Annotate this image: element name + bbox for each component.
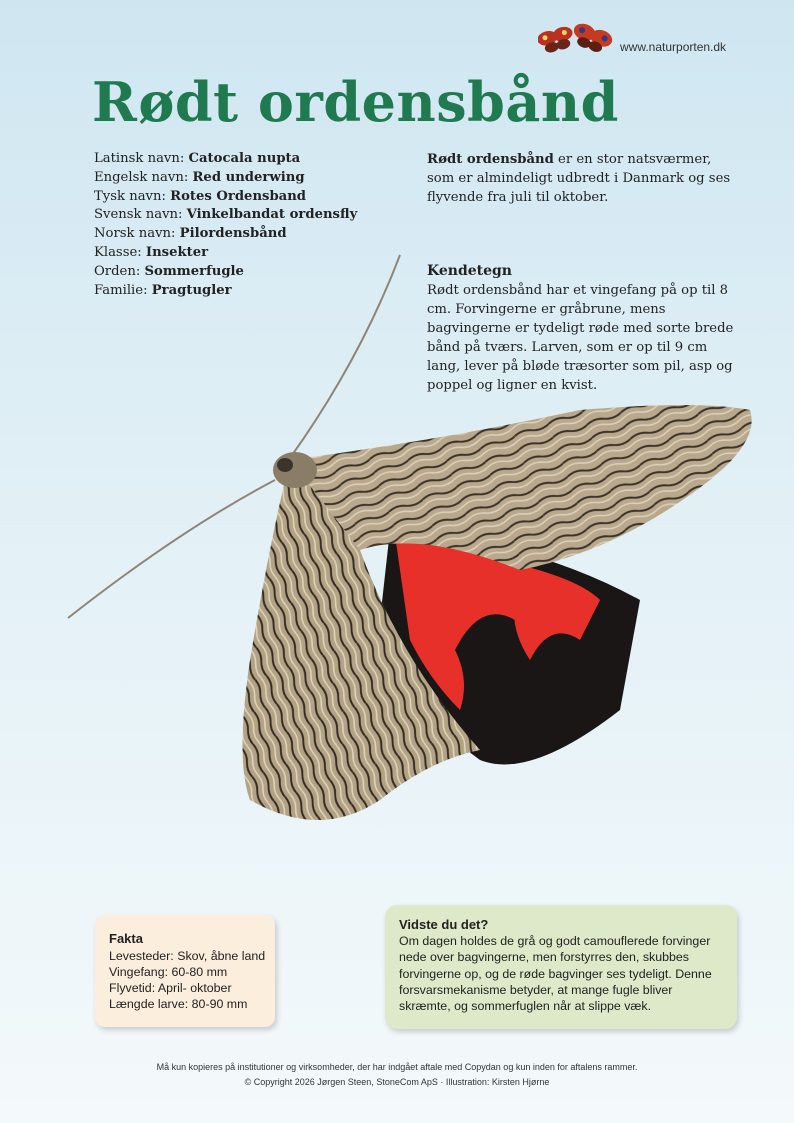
site-url[interactable]: www.naturporten.dk [620,40,727,54]
fakta-heading: Fakta [109,931,143,946]
kendetegn-heading: Kendetegn [427,263,512,279]
name-row: Norsk navn: Pilordensbånd [94,226,287,242]
page-title: Rødt ordensbånd [92,70,619,134]
vidste-heading: Vidste du det? [399,917,489,932]
name-row: Engelsk navn: Red underwing [94,169,305,185]
vidste-text: Om dagen holdes de grå og godt camouflerede forvinger nede over bagvingerne, men forstyrres den, skubbes forvingerne op, og de røde bagvinger ses tydeligt. Denne forsvarsmekanisme betyder, at mange fugle bliver skræmte, og sommerfuglen når at slippe væk. [399,934,712,1014]
butterflies-logo [538,22,618,58]
name-row: Familie: Pragtugler [94,282,232,298]
name-row: Latinsk navn: Catocala nupta [94,151,301,166]
fakta-line: Flyvetid: April- oktober [109,981,232,995]
footer-copyright: © Copyright 2026 Jørgen Steen, StoneCom ApS · Illustration: Kirsten Hjørne [244,1077,550,1087]
fakta-line: Vingefang: 60-80 mm [109,965,228,979]
moth-illustration [60,240,780,840]
fakta-line: Levesteder: Skov, åbne land [109,949,266,963]
name-row: Klasse: Insekter [94,244,209,260]
name-row: Tysk navn: Rotes Ordensband [94,188,307,204]
name-row: Orden: Sommerfugle [94,263,244,279]
vidste-du-det-box [385,905,737,1029]
intro-text: er en stor natsværmer, som er almindeligt udbredt i Danmark og ses flyvende fra juli til oktober. [427,152,731,205]
footer-copy-notice: Må kun kopieres på institutioner og virksomheder, der har indgået aftale med Copydan og kun inden for aftalens rammer. [156,1062,638,1072]
name-row: Svensk navn: Vinkelbandat ordensfly [94,207,358,223]
intro-bold: Rødt ordensbånd [427,152,554,167]
fakta-line: Længde larve: 80-90 mm [109,997,248,1011]
intro-paragraph [427,150,737,207]
kendetegn-text: Rødt ordensbånd har et vingefang på op til 8 cm. Forvingerne er gråbrune, mens bagvingerne er tydeligt røde med sorte brede bånd på tværs. Larven, som er op til 9 cm lang, lever på bløde træsorter som pil, asp og poppel og ligner en kvist. [427,283,734,393]
fakta-box [95,915,275,1027]
